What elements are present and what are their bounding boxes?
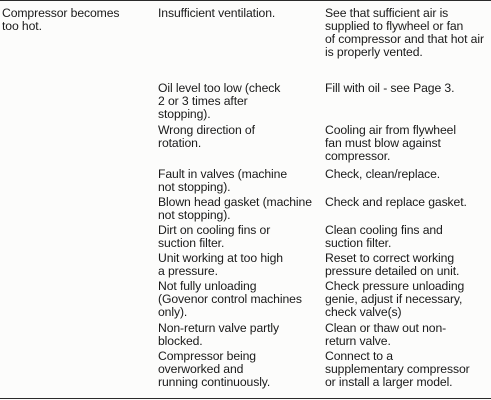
cause-5: Blown head gasket (machine not stopping). — [158, 195, 312, 222]
cause-8: Not fully unloading (Govenor control machines only). — [158, 279, 302, 319]
cause-2: Oil level too low (check 2 or 3 times after stopping). — [158, 81, 281, 121]
remedy-7: Reset to correct working pressure detailed on unit. — [325, 251, 460, 278]
remedy-4: Check, clean/replace. — [325, 167, 441, 181]
remedy-5: Check and replace gasket. — [325, 195, 467, 209]
remedy-3: Cooling air from flywheel fan must blow against compressor. — [325, 123, 456, 163]
bottom-rule — [0, 398, 491, 399]
cause-9: Non-return valve partly blocked. — [158, 321, 279, 348]
cause-6: Dirt on cooling fins or suction filter. — [158, 223, 271, 250]
cause-3: Wrong direction of rotation. — [158, 123, 255, 150]
cause-1: Insufficient ventilation. — [158, 6, 276, 20]
remedy-1: See that sufficient air is supplied to flywheel or fan of compressor and that hot air is properly vented. — [325, 6, 484, 59]
cause-10: Compressor being overworked and running continuously. — [158, 349, 271, 389]
remedy-8: Check pressure unloading genie, adjust if necessary, check valve(s) — [325, 279, 465, 319]
remedy-6: Clean cooling fins and suction filter. — [325, 223, 443, 250]
symptom-title: Compressor becomes too hot. — [2, 6, 120, 33]
remedy-2: Fill with oil - see Page 3. — [325, 81, 455, 95]
remedy-10: Connect to a supplementary compressor or install a larger model. — [325, 349, 470, 389]
remedy-9: Clean or thaw out non- return valve. — [325, 321, 447, 348]
cause-4: Fault in valves (machine not stopping). — [158, 167, 288, 194]
top-rule — [0, 0, 491, 1]
cause-7: Unit working at too high a pressure. — [158, 251, 283, 278]
